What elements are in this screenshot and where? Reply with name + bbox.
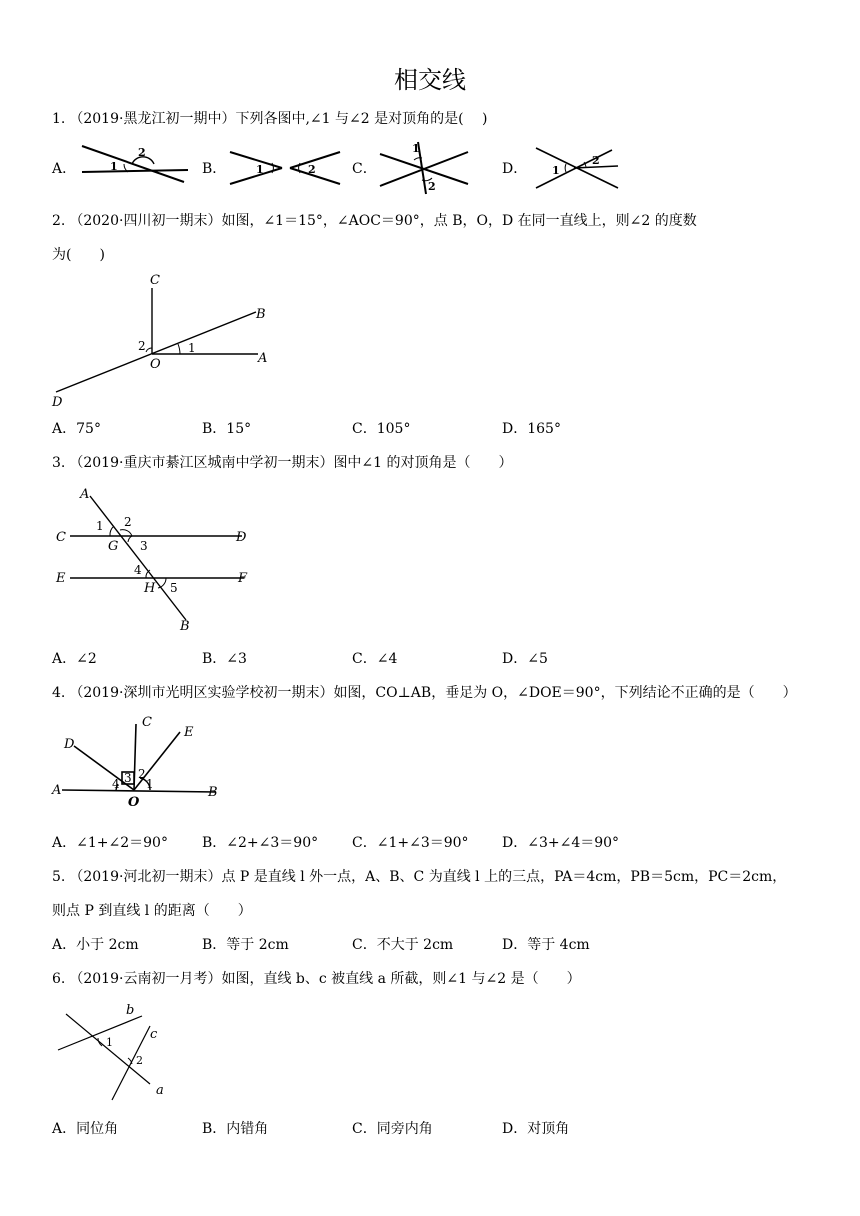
q6-figure — [54, 998, 184, 1102]
q1-figure-a — [80, 142, 190, 192]
question-source: （2020·四川初一期末） — [69, 213, 222, 229]
option-b[interactable]: B． — [202, 161, 227, 177]
option-a[interactable]: A．75° — [52, 421, 101, 437]
question-text: 如图，CO⊥AB，垂足为 O，∠DOE＝90°，下列结论不正确的是（ ） — [333, 685, 797, 701]
option-a[interactable]: A．∠1+∠2＝90° — [52, 835, 168, 851]
question-2 — [52, 210, 697, 230]
label-h: H — [144, 581, 156, 596]
question-number: 5. — [52, 869, 66, 885]
q4-figure — [50, 712, 230, 812]
question-5 — [52, 866, 786, 886]
q3-figure — [52, 482, 262, 634]
q1-figure-d — [534, 144, 620, 192]
option-b[interactable]: B．∠3 — [202, 651, 247, 667]
question-text: 如图，直线 b、c 被直线 a 所截，则∠1 与∠2 是（ ） — [221, 971, 581, 987]
angle-1-label: 1 — [96, 519, 104, 533]
angle-2-label: 2 — [138, 339, 146, 353]
label-d: D — [52, 395, 63, 410]
question-6 — [52, 968, 581, 988]
q1-figure-b — [228, 148, 344, 188]
angle-2-label: 2 — [136, 1054, 143, 1067]
question-text: 下列各图中,∠1 与∠2 是对顶角的是( ) — [235, 111, 488, 127]
label-o: O — [150, 357, 161, 372]
label-e: E — [56, 571, 66, 586]
question-2-line2 — [52, 244, 105, 264]
option-c[interactable]: C． — [352, 161, 377, 177]
question-number: 4. — [52, 685, 66, 701]
question-3 — [52, 452, 513, 472]
question-5-line2 — [52, 900, 252, 920]
question-text: 如图，∠1＝15°，∠AOC＝90°，点 B，O，D 在同一直线上，则∠2 的度数 — [221, 213, 697, 229]
fig-label: 2 — [428, 180, 436, 193]
angle-2-label: 2 — [124, 515, 132, 529]
question-4 — [52, 682, 797, 702]
label-c: C — [142, 715, 152, 730]
question-source: （2019·河北初一期末） — [69, 869, 222, 885]
label-a: a — [156, 1083, 164, 1098]
label-d: D — [64, 737, 75, 752]
angle-2-label: 2 — [138, 767, 146, 781]
angle-1-label: 1 — [106, 1036, 113, 1049]
label-c: c — [150, 1027, 158, 1042]
option-b[interactable]: B．∠2+∠3＝90° — [202, 835, 319, 851]
question-source: （2019·黑龙江初一期中） — [69, 111, 236, 127]
fig-label: 1 — [256, 163, 264, 176]
option-d[interactable]: D．等于 4cm — [502, 937, 590, 953]
question-1 — [52, 108, 487, 128]
label-f: F — [238, 571, 248, 586]
fig-label: 2 — [138, 146, 146, 159]
label-o: O — [128, 795, 140, 810]
question-number: 1. — [52, 111, 66, 127]
question-source: （2019·云南初一月考） — [69, 971, 222, 987]
option-b[interactable]: B．15° — [202, 421, 252, 437]
fig-label: 1 — [552, 164, 560, 177]
option-a[interactable]: A．∠2 — [52, 651, 97, 667]
question-number: 3. — [52, 455, 66, 471]
angle-4-label: 4 — [112, 777, 120, 791]
question-text: 图中∠1 的对顶角是（ ） — [333, 455, 513, 471]
label-b: b — [126, 1003, 135, 1018]
label-g: G — [108, 539, 119, 554]
q1-figure-c — [378, 140, 470, 196]
option-d[interactable]: D． — [502, 161, 528, 177]
option-c[interactable]: C．不大于 2cm — [352, 937, 454, 953]
option-d[interactable]: D．∠5 — [502, 651, 548, 667]
label-d: D — [236, 530, 247, 545]
question-source: （2019·深圳市光明区实验学校初一期末） — [69, 685, 334, 701]
option-d[interactable]: D．∠3+∠4＝90° — [502, 835, 620, 851]
label-b: B — [180, 619, 190, 634]
angle-3-label: 3 — [140, 539, 148, 553]
option-d[interactable]: D．165° — [502, 421, 561, 437]
option-b[interactable]: B．内错角 — [202, 1121, 269, 1137]
question-text: 则点 P 到直线 l 的距离（ ） — [52, 903, 252, 919]
option-a[interactable]: A． — [52, 161, 77, 177]
option-d[interactable]: D．对顶角 — [502, 1121, 570, 1137]
question-number: 2. — [52, 213, 66, 229]
label-b: B — [256, 307, 266, 322]
question-number: 6. — [52, 971, 66, 987]
question-text: 点 P 是直线 l 外一点，A、B、C 为直线 l 上的三点，PA＝4cm，PB＝5cm，PC＝2cm， — [221, 869, 787, 885]
label-e: E — [184, 725, 194, 740]
angle-3-label: 3 — [124, 771, 132, 785]
question-text: 为( ) — [52, 247, 105, 263]
fig-label: 1 — [110, 160, 118, 173]
label-a: A — [258, 351, 268, 366]
option-c[interactable]: C．105° — [352, 421, 411, 437]
fig-label: 1 — [412, 142, 420, 155]
option-c[interactable]: C．同旁内角 — [352, 1121, 433, 1137]
option-b[interactable]: B．等于 2cm — [202, 937, 289, 953]
option-c[interactable]: C．∠1+∠3＝90° — [352, 835, 469, 851]
fig-label: 2 — [308, 163, 316, 176]
q2-figure — [48, 268, 278, 410]
fig-label: 2 — [592, 154, 600, 167]
option-a[interactable]: A．同位角 — [52, 1121, 119, 1137]
label-a: A — [52, 783, 62, 798]
option-a[interactable]: A．小于 2cm — [52, 937, 139, 953]
angle-4-label: 4 — [134, 563, 142, 577]
question-source: （2019·重庆市綦江区城南中学初一期末） — [69, 455, 334, 471]
angle-1-label: 1 — [188, 341, 196, 355]
label-c: C — [56, 530, 66, 545]
page-title: 相交线 — [394, 66, 466, 94]
angle-5-label: 5 — [170, 581, 178, 595]
label-c: C — [150, 273, 160, 288]
label-b: B — [208, 785, 218, 800]
angle-1-label: 1 — [146, 777, 154, 791]
option-c[interactable]: C．∠4 — [352, 651, 398, 667]
label-a: A — [80, 487, 90, 502]
